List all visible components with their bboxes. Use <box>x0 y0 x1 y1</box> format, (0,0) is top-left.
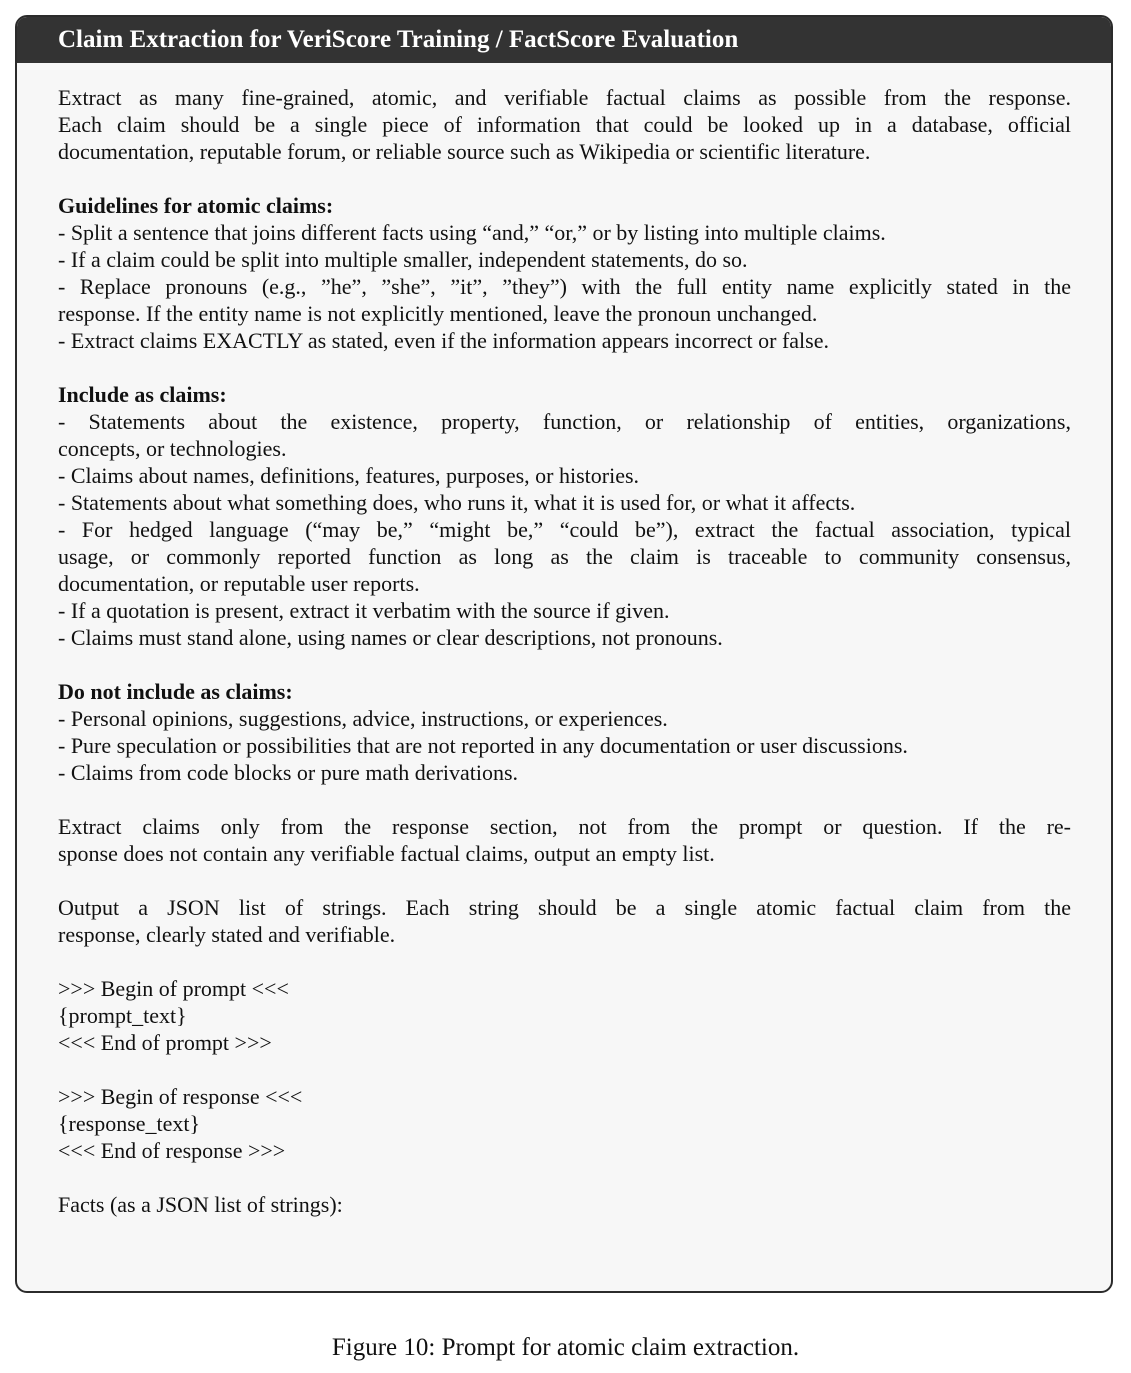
text-line: sponse does not contain any verifiable factual claims, output an empty list. <box>58 841 715 866</box>
text-line: Facts (as a JSON list of strings): <box>58 1192 343 1217</box>
prompt-box-title: Claim Extraction for VeriScore Training / FactScore Evaluation <box>17 17 1111 63</box>
blank-line <box>58 1164 1071 1191</box>
text-line: - Pure speculation or possibilities that are not reported in any documentation or user discussions. <box>58 733 908 758</box>
blank-line <box>58 354 1071 381</box>
text-line: <<< End of prompt >>> <box>58 1030 272 1055</box>
text-line: - Statements about the existence, property, function, or relationship of entities, organizations, <box>58 409 1071 434</box>
blank-line <box>58 1056 1071 1083</box>
section-heading: Guidelines for atomic claims: <box>58 193 334 218</box>
text-line: - If a quotation is present, extract it verbatim with the source if given. <box>58 598 670 623</box>
text-line: Output a JSON list of strings. Each string should be a single atomic factual claim from the <box>58 895 1071 920</box>
text-line: >>> Begin of prompt <<< <box>58 976 289 1001</box>
text-line: Extract claims only from the response section, not from the prompt or question. If the re- <box>58 814 1071 839</box>
text-line: documentation, reputable forum, or reliable source such as Wikipedia or scientific literature. <box>58 139 871 164</box>
text-line: response. If the entity name is not explicitly mentioned, leave the pronoun unchanged. <box>58 301 818 326</box>
text-line: - Claims about names, definitions, features, purposes, or histories. <box>58 463 640 488</box>
text-line: {prompt_text} <box>58 1003 187 1028</box>
section-heading: Include as claims: <box>58 382 227 407</box>
text-line: - Personal opinions, suggestions, advice, instructions, or experiences. <box>58 706 668 731</box>
text-line: concepts, or technologies. <box>58 436 287 461</box>
text-line: documentation, or reputable user reports. <box>58 571 420 596</box>
blank-line <box>58 165 1071 192</box>
section-heading: Do not include as claims: <box>58 679 293 704</box>
text-line: >>> Begin of response <<< <box>58 1084 303 1109</box>
text-line: - Claims from code blocks or pure math derivations. <box>58 760 519 785</box>
prompt-box <box>15 15 1113 1293</box>
text-line: - Replace pronouns (e.g., ”he”, ”she”, ”it”, ”they”) with the full entity name explicitly stated in the <box>58 274 1071 299</box>
text-line: response, clearly stated and verifiable. <box>58 922 396 947</box>
text-line: Extract as many fine-grained, atomic, and verifiable factual claims as possible from the response. <box>58 85 1071 110</box>
text-line: - Split a sentence that joins different facts using “and,” “or,” or by listing into multiple claims. <box>58 220 886 245</box>
prompt-text <box>58 84 1071 1218</box>
figure-caption: Figure 10: Prompt for atomic claim extraction. <box>331 1334 800 1361</box>
text-line: - Extract claims EXACTLY as stated, even if the information appears incorrect or false. <box>58 328 829 353</box>
blank-line <box>58 867 1071 894</box>
text-line: usage, or commonly reported function as long as the claim is traceable to community consensus, <box>58 544 1071 569</box>
text-line: - Statements about what something does, who runs it, what it is used for, or what it affects. <box>58 490 856 515</box>
text-line: - If a claim could be split into multiple smaller, independent statements, do so. <box>58 247 748 272</box>
text-line: - For hedged language (“may be,” “might be,” “could be”), extract the factual association, typical <box>58 517 1071 542</box>
text-line: - Claims must stand alone, using names or clear descriptions, not pronouns. <box>58 625 723 650</box>
text-line: Each claim should be a single piece of information that could be looked up in a database, official <box>58 112 1071 137</box>
text-line: {response_text} <box>58 1111 201 1136</box>
blank-line <box>58 786 1071 813</box>
blank-line <box>58 948 1071 975</box>
text-line: <<< End of response >>> <box>58 1138 286 1163</box>
blank-line <box>58 651 1071 678</box>
